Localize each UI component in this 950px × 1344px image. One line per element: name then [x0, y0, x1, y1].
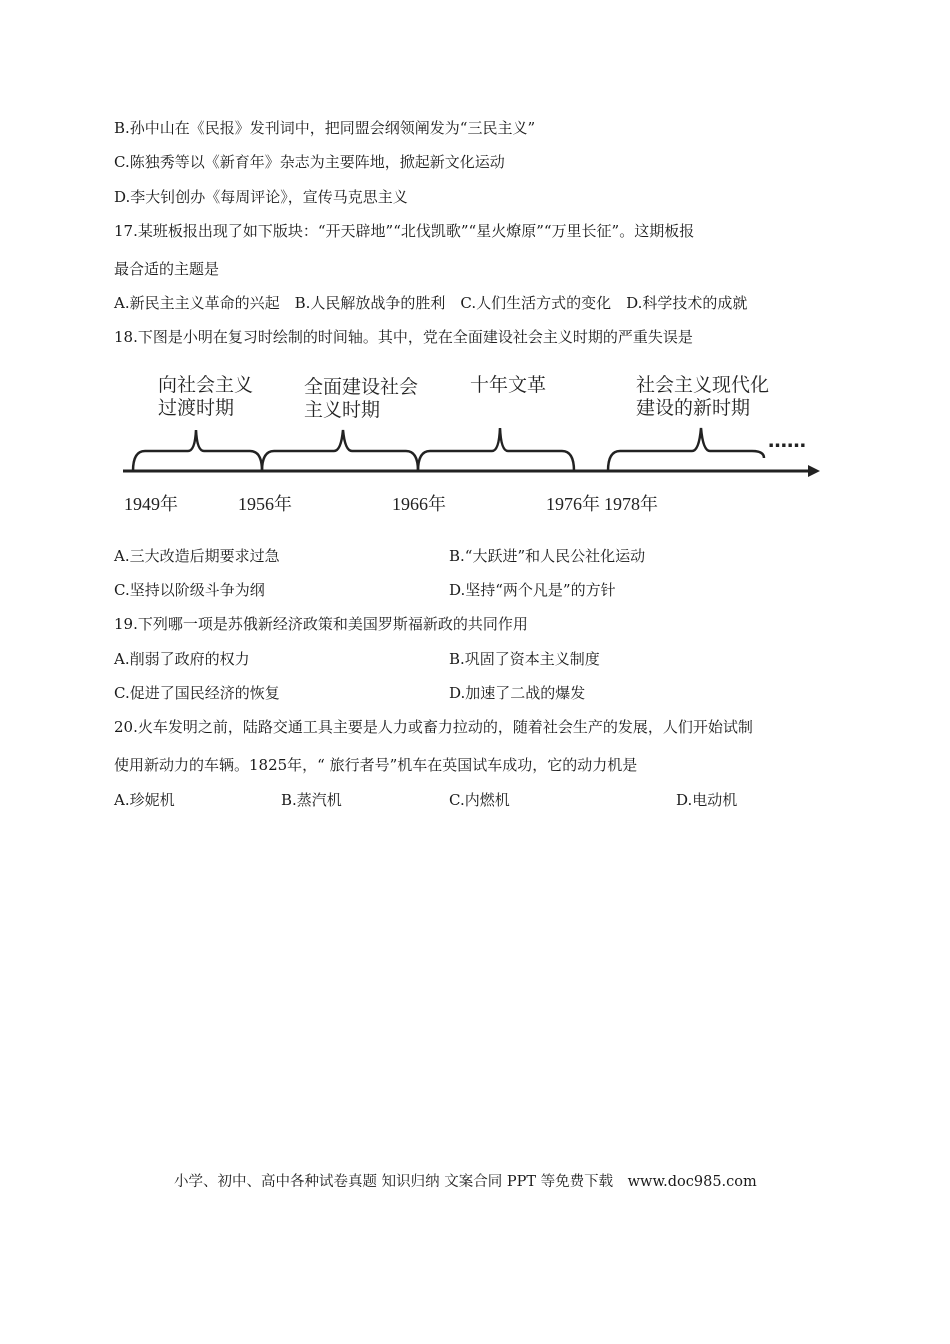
q20-option-b: B.蒸汽机 [281, 791, 342, 809]
q17-stem-line1: 17.某班板报出现了如下版块：“开天辟地”“北伐凯歌”“星火燎原”“万里长征”。这期板报 [114, 222, 695, 240]
q20-stem-line2: 使用新动力的车辆。1825年，“ 旅行者号”机车在英国试车成功，它的动力机是 [114, 756, 638, 774]
q16-option-d: D.李大钊创办《每周评论》，宣传马克思主义 [114, 188, 408, 206]
q17-options: A.新民主主义革命的兴起 B.人民解放战争的胜利 C.人们生活方式的变化 D.科学技术的成就 [114, 294, 748, 312]
q20-option-c: C.内燃机 [449, 791, 510, 809]
period-label-full-construction: 全面建设社会 主义时期 [304, 376, 419, 421]
period-label-transition: 向社会主义 过渡时期 [158, 374, 254, 419]
q18-option-d: D.坚持“两个凡是”的方针 [449, 581, 616, 599]
timeline-continuation: …… [768, 430, 806, 452]
year-1966: 1966年 [392, 494, 446, 514]
q19-option-d: D.加速了二战的爆发 [449, 684, 586, 702]
page-footer[interactable]: 小学、初中、高中各种试卷真题 知识归纳 文案合同 PPT 等免费下载 www.doc985.com [174, 1174, 757, 1190]
q18-option-c: C.坚持以阶级斗争为纲 [114, 581, 265, 599]
q18-stem: 18.下图是小明在复习时绘制的时间轴。其中，党在全面建设社会主义时期的严重失误是 [114, 328, 693, 346]
period-label-cultural-revolution: 十年文革 [470, 374, 547, 396]
q16-option-c: C.陈独秀等以《新育年》杂志为主要阵地，掀起新文化运动 [114, 153, 505, 171]
q19-option-a: A.削弱了政府的权力 [114, 650, 250, 668]
timeline-arrowhead [808, 465, 820, 477]
q19-option-c: C.促进了国民经济的恢复 [114, 684, 280, 702]
q17-stem-line2: 最合适的主题是 [114, 260, 220, 278]
q19-stem: 19.下列哪一项是苏俄新经济政策和美国罗斯福新政的共同作用 [114, 615, 528, 633]
q18-option-b: B.“大跃进”和人民公社化运动 [449, 547, 646, 565]
q20-stem-line1: 20.火车发明之前，陆路交通工具主要是人力或畜力拉动的，随着社会生产的发展，人们开始试制 [114, 718, 753, 736]
period-brace-4 [608, 428, 764, 471]
period-label-new-era: 社会主义现代化 建设的新时期 [636, 374, 770, 419]
year-1976: 1976年 [546, 494, 600, 514]
period-brace-1 [133, 430, 262, 471]
q20-option-d: D.电动机 [676, 791, 738, 809]
q16-option-b: B.孙中山在《民报》发刊词中，把同盟会纲领阐发为“三民主义” [114, 119, 536, 137]
period-brace-3 [418, 428, 574, 471]
q19-option-b: B.巩固了资本主义制度 [449, 650, 600, 668]
year-1956: 1956年 [238, 494, 292, 514]
period-brace-2 [262, 430, 418, 471]
q18-option-a: A.三大改造后期要求过急 [114, 547, 280, 565]
year-1949: 1949年 [124, 494, 178, 514]
year-1978: 1978年 [604, 494, 658, 514]
q20-option-a: A.珍妮机 [114, 791, 175, 809]
timeline-figure [0, 0, 950, 540]
